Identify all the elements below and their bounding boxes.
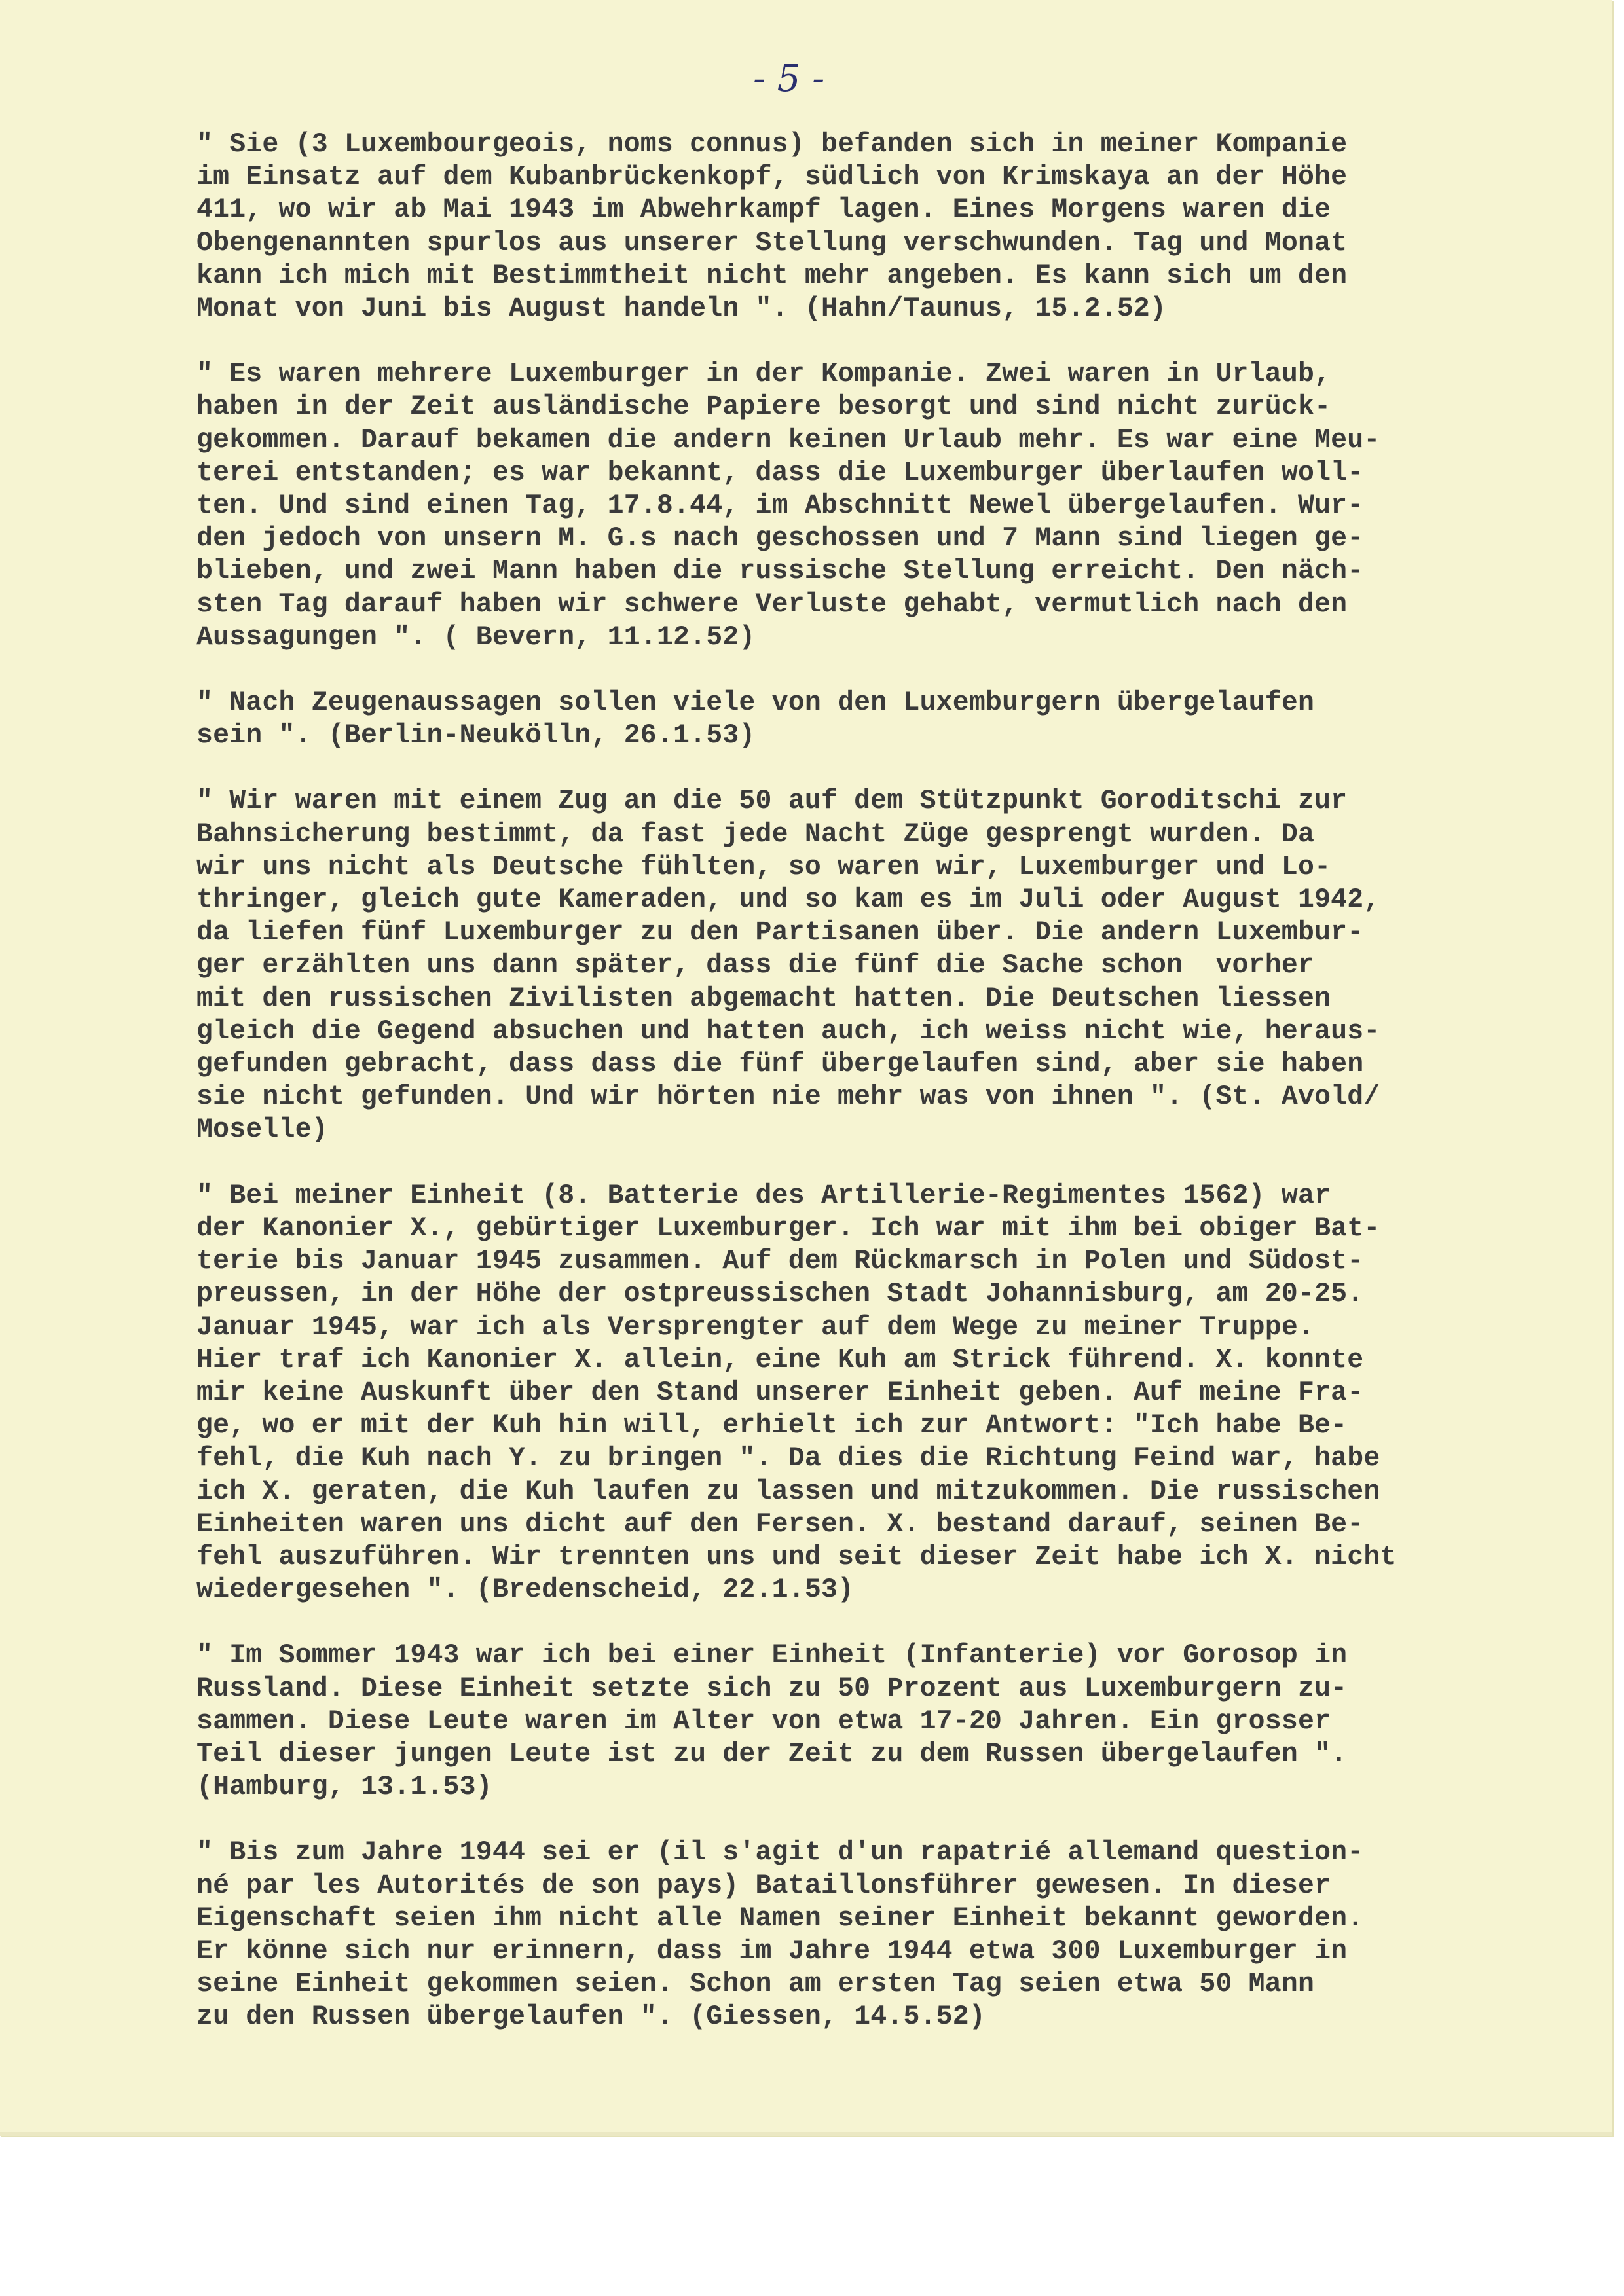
text-line: mir keine Auskunft über den Stand unserer Einheit geben. Auf meine Fra- [196,1377,1364,1408]
text-line: ger erzählten uns dann später, dass die fünf die Sache schon vorher [196,950,1315,981]
paragraph-6 [196,1639,1598,1804]
text-line: " Wir waren mit einem Zug an die 50 auf dem Stützpunkt Goroditschi zur [196,786,1348,817]
text-line: haben in der Zeit ausländische Papiere besorgt und sind nicht zurück- [196,392,1331,423]
text-line: " Es waren mehrere Luxemburger in der Kompanie. Zwei waren in Urlaub, [196,359,1331,390]
text-line: der Kanonier X., gebürtiger Luxemburger. Ich war mit ihm bei obiger Bat- [196,1212,1380,1244]
text-line: kann ich mich mit Bestimmtheit nicht mehr angeben. Es kann sich um den [196,260,1348,291]
text-line: ge, wo er mit der Kuh hin will, erhielt ich zur Antwort: "Ich habe Be- [196,1410,1348,1442]
paragraph-2 [196,358,1598,654]
text-line: gleich die Gegend absuchen und hatten auch, ich weiss nicht wie, heraus- [196,1015,1380,1047]
text-line: thringer, gleich gute Kameraden, und so kam es im Juli oder August 1942, [196,884,1380,916]
text-line: blieben, und zwei Mann haben die russische Stellung erreicht. Den näch- [196,556,1364,587]
paragraph-4 [196,785,1598,1146]
text-line: wiedergesehen ". (Bredenscheid, 22.1.53) [196,1575,855,1606]
text-line: terei entstanden; es war bekannt, dass die Luxemburger überlaufen woll- [196,457,1364,488]
text-line: Einheiten waren uns dicht auf den Fersen. X. bestand darauf, seinen Be- [196,1508,1364,1540]
text-line: preussen, in der Höhe der ostpreussischen Stadt Johannisburg, am 20-25. [196,1279,1364,1310]
text-line: wir uns nicht als Deutsche fühlten, so waren wir, Luxemburger und Lo- [196,851,1331,883]
text-line: sein ". (Berlin-Neukölln, 26.1.53) [196,720,756,752]
text-line: da liefen fünf Luxemburger zu den Partisanen über. Die andern Luxembur- [196,917,1364,949]
text-line: " Nach Zeugenaussagen sollen viele von den Luxemburgern übergelaufen [196,687,1315,719]
text-line: gekommen. Darauf bekamen die andern keinen Urlaub mehr. Es war eine Meu- [196,424,1380,456]
text-line: Teil dieser jungen Leute ist zu der Zeit zu dem Russen übergelaufen ". [196,1738,1348,1770]
text-line: Russland. Diese Einheit setzte sich zu 50 Prozent aus Luxemburgern zu- [196,1673,1348,1704]
text-line: " Bis zum Jahre 1944 sei er (il s'agit d'un rapatrié allemand question- [196,1837,1364,1868]
text-line: sten Tag darauf haben wir schwere Verluste gehabt, vermutlich nach den [196,589,1348,620]
text-line: Januar 1945, war ich als Versprengter auf dem Wege zu meiner Truppe. [196,1311,1315,1343]
paragraph-3 [196,687,1598,752]
text-line: Eigenschaft seien ihm nicht alle Namen seiner Einheit bekannt geworden. [196,1903,1364,1934]
text-line: 411, wo wir ab Mai 1943 im Abwehrkampf lagen. Eines Morgens waren die [196,194,1331,226]
text-line: Aussagungen ". ( Bevern, 11.12.52) [196,621,756,653]
text-line: fehl auszuführen. Wir trennten uns und seit dieser Zeit habe ich X. nicht [196,1541,1397,1573]
text-line: ten. Und sind einen Tag, 17.8.44, im Abschnitt Newel übergelaufen. Wur- [196,490,1364,522]
paragraph-5 [196,1180,1598,1607]
text-line: Monat von Juni bis August handeln ". (Hahn/Taunus, 15.2.52) [196,293,1167,325]
page-number: - 5 - [753,58,825,100]
text-line: Hier traf ich Kanonier X. allein, eine Kuh am Strick führend. X. konnte [196,1344,1364,1376]
text-line: Obengenannten spurlos aus unserer Stellung verschwunden. Tag und Monat [196,227,1348,259]
text-line: né par les Autorités de son pays) Bataillonsführer gewesen. In dieser [196,1870,1331,1901]
text-line: seine Einheit gekommen seien. Schon am ersten Tag seien etwa 50 Mann [196,1969,1315,2000]
document-body [196,128,1598,2067]
text-line: fehl, die Kuh nach Y. zu bringen ". Da dies die Richtung Feind war, habe [196,1443,1380,1474]
text-line: im Einsatz auf dem Kubanbrückenkopf, südlich von Krimskaya an der Höhe [196,162,1348,193]
text-line: Moselle) [196,1114,328,1146]
text-line: terie bis Januar 1945 zusammen. Auf dem Rückmarsch in Polen und Südost- [196,1246,1364,1277]
text-line: mit den russischen Zivilisten abgemacht hatten. Die Deutschen liessen [196,983,1331,1014]
paragraph-7 [196,1836,1598,2033]
text-line: (Hamburg, 13.1.53) [196,1772,492,1803]
text-line: gefunden gebracht, dass dass die fünf übergelaufen sind, aber sie haben [196,1049,1364,1080]
text-line: den jedoch von unsern M. G.s nach geschossen und 7 Mann sind liegen ge- [196,523,1364,555]
text-line: sammen. Diese Leute waren im Alter von etwa 17-20 Jahren. Ein grosser [196,1705,1331,1737]
text-line: sie nicht gefunden. Und wir hörten nie mehr was von ihnen ". (St. Avold/ [196,1082,1380,1113]
text-line: " Sie (3 Luxembourgeois, noms connus) befanden sich in meiner Kompanie [196,129,1348,160]
text-line: zu den Russen übergelaufen ". (Giessen, 14.5.52) [196,2001,986,2033]
paragraph-1 [196,128,1598,325]
text-line: Er könne sich nur erinnern, dass im Jahre 1944 etwa 300 Luxemburger in [196,1935,1348,1967]
text-line: ich X. geraten, die Kuh laufen zu lassen und mitzukommen. Die russischen [196,1476,1380,1507]
text-line: Bahnsicherung bestimmt, da fast jede Nacht Züge gesprengt wurden. Da [196,818,1315,850]
text-line: " Im Sommer 1943 war ich bei einer Einheit (Infanterie) vor Gorosop in [196,1640,1348,1671]
text-line: " Bei meiner Einheit (8. Batterie des Artillerie-Regimentes 1562) war [196,1180,1331,1211]
